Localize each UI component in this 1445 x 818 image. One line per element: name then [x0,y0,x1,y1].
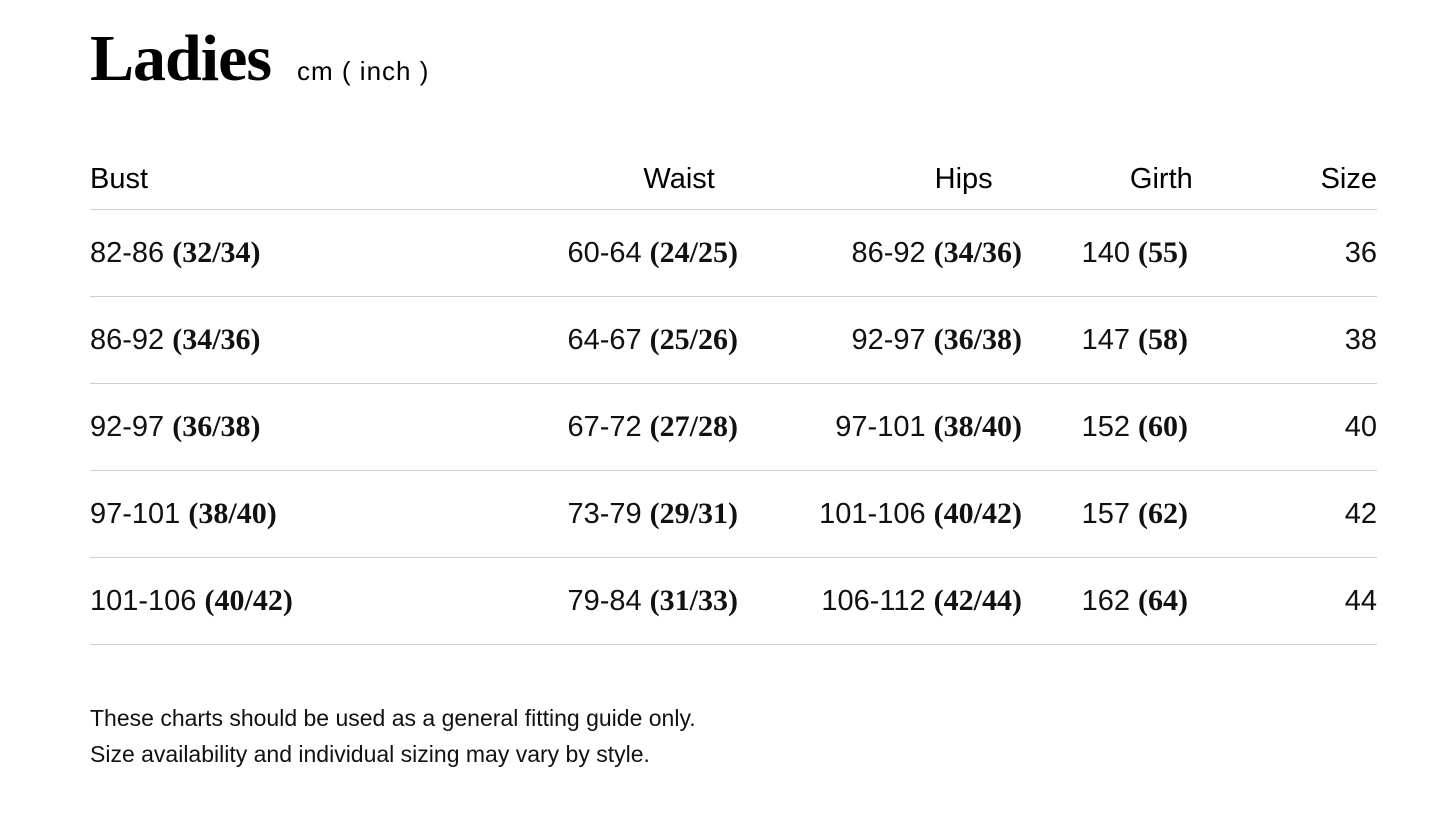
bust-inch: (34/36) [172,323,261,357]
table-row [90,384,1377,471]
footnote-line-2: Size availability and individual sizing may vary by style. [90,740,650,767]
hips-cm: 106-112 [821,585,926,618]
cell-girth [1022,497,1188,531]
column-header-hips: Hips [934,162,993,195]
cell-waist [470,410,738,444]
cell-waist [470,323,738,357]
column-header-bust: Bust [90,162,149,195]
hips-cm: 92-97 [851,324,926,357]
cell-hips [738,410,1022,444]
bust-inch: (36/38) [172,410,261,444]
unit-label: cm ( inch ) [297,56,430,86]
bust-inch: (38/40) [188,497,277,531]
girth-cm: 157 [1081,498,1130,531]
girth-cm: 147 [1081,324,1130,357]
cell-waist [470,236,738,270]
hips-inch: (34/36) [933,236,1022,270]
girth-inch: (60) [1138,410,1188,444]
waist-inch: (27/28) [649,410,738,444]
bust-cm: 97-101 [90,498,181,531]
waist-cm: 79-84 [567,585,642,618]
cell-girth [1022,410,1188,444]
cell-bust [90,584,470,618]
column-header-waist: Waist [643,162,715,195]
bust-cm: 92-97 [90,411,165,444]
cell-size: 36 [1344,236,1377,269]
hips-cm: 97-101 [835,411,926,444]
hips-inch: (38/40) [933,410,1022,444]
table-row [90,558,1377,645]
bust-cm: 86-92 [90,324,165,357]
cell-hips [738,497,1022,531]
hips-cm: 101-106 [819,498,926,531]
cell-size: 40 [1344,410,1377,443]
cell-hips [738,323,1022,357]
cell-girth [1022,584,1188,618]
column-header-girth: Girth [1129,162,1193,195]
waist-cm: 60-64 [567,237,642,270]
bust-cm: 82-86 [90,237,165,270]
girth-cm: 162 [1081,585,1130,618]
cell-waist [470,584,738,618]
girth-inch: (55) [1138,236,1188,270]
waist-cm: 67-72 [567,411,642,444]
cell-bust [90,410,470,444]
cell-bust [90,497,470,531]
table-row [90,297,1377,384]
girth-inch: (58) [1138,323,1188,357]
size-chart-table [90,149,1377,645]
waist-cm: 73-79 [567,498,642,531]
girth-cm: 140 [1081,237,1130,270]
cell-girth [1022,323,1188,357]
cell-girth [1022,236,1188,270]
hips-inch: (42/44) [933,584,1022,618]
cell-waist [470,497,738,531]
girth-inch: (62) [1138,497,1188,531]
cell-size: 38 [1344,323,1377,356]
waist-inch: (24/25) [649,236,738,270]
cell-bust [90,323,470,357]
waist-cm: 64-67 [567,324,642,357]
cell-hips [738,584,1022,618]
table-header-row [90,149,1377,210]
bust-cm: 101-106 [90,585,197,618]
girth-cm: 152 [1081,411,1130,444]
cell-hips [738,236,1022,270]
cell-size: 44 [1344,584,1377,617]
table-row [90,210,1377,297]
waist-inch: (31/33) [649,584,738,618]
page-header [90,0,1377,93]
column-header-size: Size [1320,162,1377,195]
hips-cm: 86-92 [851,237,926,270]
hips-inch: (40/42) [933,497,1022,531]
waist-inch: (29/31) [649,497,738,531]
bust-inch: (40/42) [204,584,293,618]
cell-size: 42 [1344,497,1377,530]
hips-inch: (36/38) [933,323,1022,357]
footnote [90,701,1377,772]
bust-inch: (32/34) [172,236,261,270]
footnote-line-1: These charts should be used as a general fitting guide only. [90,705,696,732]
girth-inch: (64) [1138,584,1188,618]
waist-inch: (25/26) [649,323,738,357]
cell-bust [90,236,470,270]
page-title: Ladies [90,22,272,95]
table-row [90,471,1377,558]
